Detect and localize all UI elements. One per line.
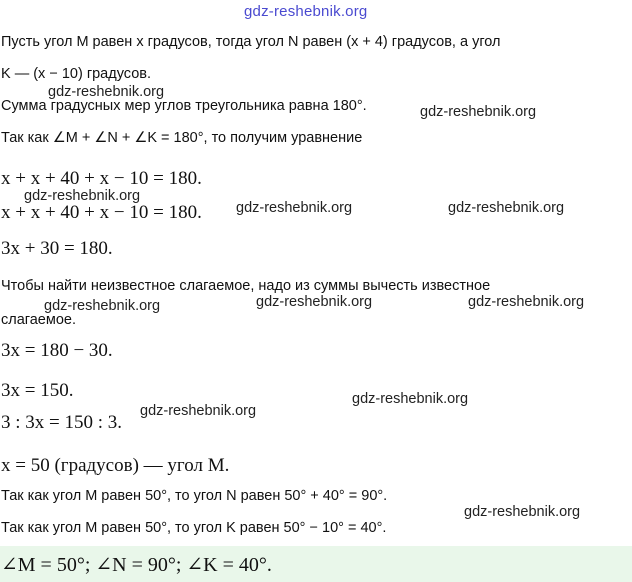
text-line-1: Пусть угол M равен x градусов, тогда угол N равен (x + 4) градусов, а угол bbox=[1, 34, 501, 50]
text-line-5: Чтобы найти неизвестное слагаемое, надо из суммы вычесть известное bbox=[1, 278, 491, 294]
watermark-8: gdz-reshebnik.org bbox=[468, 294, 585, 310]
watermark-11: gdz-reshebnik.org bbox=[464, 504, 581, 520]
equation-5: 3x = 150. bbox=[1, 380, 74, 401]
watermark-4: gdz-reshebnik.org bbox=[236, 200, 353, 216]
watermark-6: gdz-reshebnik.org bbox=[44, 298, 161, 314]
equation-7: x = 50 (градусов) — угол M. bbox=[1, 455, 230, 476]
equation-1: x + x + 40 + x − 10 = 180. bbox=[1, 168, 202, 189]
watermark-10: gdz-reshebnik.org bbox=[140, 403, 257, 419]
answer-box bbox=[0, 546, 632, 582]
text-line-6: слагаемое. bbox=[1, 312, 76, 328]
watermark-5: gdz-reshebnik.org bbox=[448, 200, 565, 216]
text-line-4: Так как ∠M + ∠N + ∠K = 180°, то получим уравнение bbox=[1, 130, 363, 146]
equation-6: 3 : 3x = 150 : 3. bbox=[1, 412, 123, 433]
answer-text: ∠M = 50°; ∠N = 90°; ∠K = 40°. bbox=[1, 554, 272, 576]
equation-2: x + x + 40 + x − 10 = 180. bbox=[1, 202, 202, 223]
text-line-3: Сумма градусных мер углов треугольника равна 180°. bbox=[1, 98, 367, 114]
text-line-7: Так как угол M равен 50°, то угол N равен 50° + 40° = 90°. bbox=[1, 488, 388, 504]
equation-3: 3x + 30 = 180. bbox=[1, 238, 113, 259]
watermark-7: gdz-reshebnik.org bbox=[256, 294, 373, 310]
top-watermark: gdz-reshebnik.org bbox=[244, 3, 368, 20]
watermark-2: gdz-reshebnik.org bbox=[420, 104, 537, 120]
watermark-1: gdz-reshebnik.org bbox=[48, 84, 165, 100]
equation-4: 3x = 180 − 30. bbox=[1, 340, 113, 361]
watermark-9: gdz-reshebnik.org bbox=[352, 391, 469, 407]
text-line-2: K — (x − 10) градусов. bbox=[1, 66, 151, 82]
watermark-3: gdz-reshebnik.org bbox=[24, 188, 141, 204]
text-line-8: Так как угол M равен 50°, то угол K равен 50° − 10° = 40°. bbox=[1, 520, 387, 536]
